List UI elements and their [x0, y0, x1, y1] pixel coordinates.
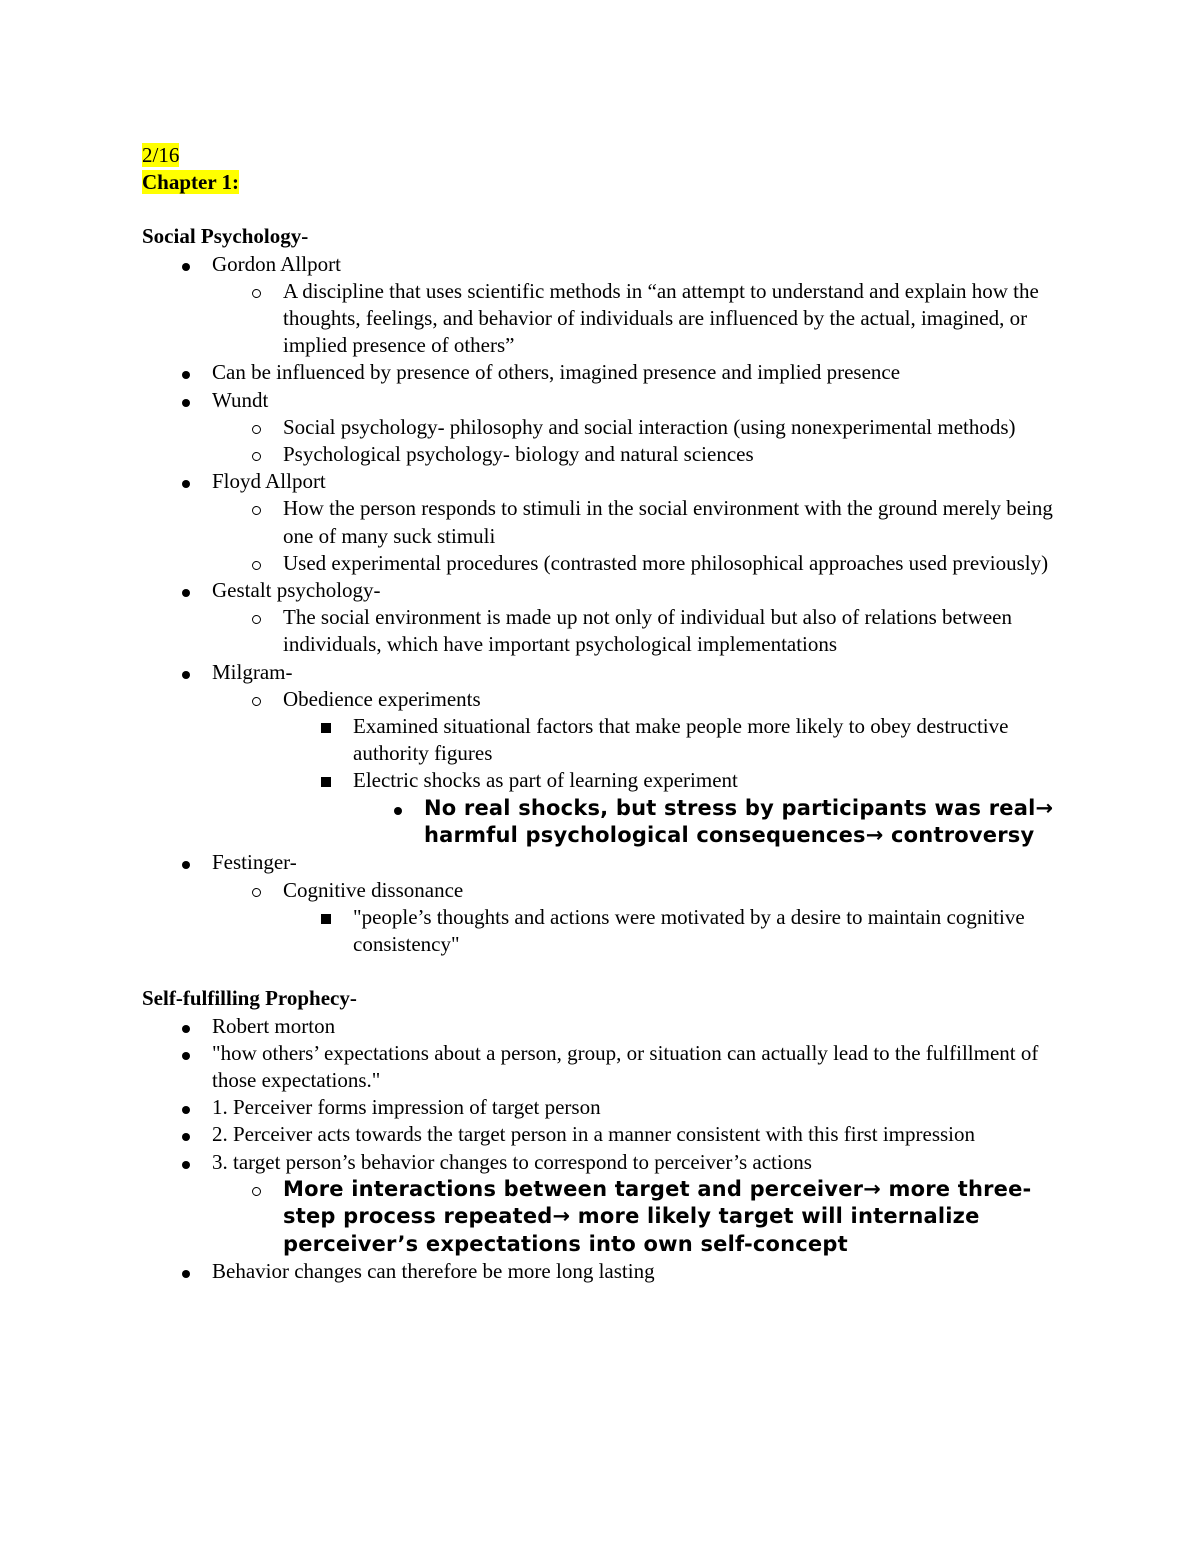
spacer — [142, 196, 1062, 223]
list-item — [142, 278, 1062, 360]
list-item — [142, 1013, 1062, 1040]
list-item-text: Wundt — [212, 387, 269, 412]
bullet-disc-icon — [176, 1258, 196, 1285]
list-item — [142, 550, 1062, 577]
list-item — [142, 1258, 1062, 1285]
list-item-text: No real shocks, but stress by participants was real→ harmful psychological consequences→ controversy — [424, 795, 1054, 848]
list-item-text: How the person responds to stimuli in the social environment with the ground merely being one of many suck stimuli — [283, 496, 1053, 548]
bullet-circle-icon — [246, 441, 266, 468]
bullet-disc-icon — [176, 1094, 196, 1121]
list-item — [142, 767, 1062, 794]
bullet-square-icon — [316, 904, 336, 931]
list-item — [142, 795, 1062, 850]
list-item-text: A discipline that uses scientific methods in “an attempt to understand and explain how the thoughts, feelings, and behavior of individuals are influenced by the actual, imagined, or implied presence of others” — [283, 278, 1039, 358]
list-item-text: Behavior changes can therefore be more long lasting — [212, 1258, 655, 1283]
list-item — [142, 659, 1062, 686]
list-item — [142, 495, 1062, 549]
date-text: 2/16 — [142, 143, 180, 167]
list-item — [142, 577, 1062, 604]
list-item-text: Festinger- — [212, 850, 297, 875]
list-item — [142, 468, 1062, 495]
list-item-text: 1. Perceiver forms impression of target person — [212, 1095, 601, 1120]
bullet-disc-icon — [176, 849, 196, 876]
chapter-heading — [142, 169, 1062, 196]
list-item — [142, 414, 1062, 441]
list-item-text: 2. Perceiver acts towards the target person in a manner consistent with this first impression — [212, 1122, 976, 1147]
bullet-disc-icon — [388, 795, 408, 822]
list-item — [142, 1149, 1062, 1176]
list-item-text: Psychological psychology- biology and natural sciences — [283, 442, 754, 467]
section-heading-social-psychology: Social Psychology- — [142, 224, 309, 249]
bullet-circle-icon — [246, 495, 266, 522]
bullet-circle-icon — [246, 604, 266, 631]
bullet-circle-icon — [246, 1176, 266, 1203]
bullet-circle-icon — [246, 877, 266, 904]
bullet-disc-icon — [176, 359, 196, 386]
list-item-text: Gestalt psychology- — [212, 578, 381, 603]
list-item-text: The social environment is made up not only of individual but also of relations between individuals, which have important psychological implementations — [283, 605, 1013, 657]
list-item — [142, 359, 1062, 386]
list-item-text: "people’s thoughts and actions were motivated by a desire to maintain cognitive consistency" — [353, 904, 1025, 957]
chapter-text: Chapter 1: — [142, 170, 240, 195]
bullet-disc-icon — [176, 1149, 196, 1176]
list-item-text: Cognitive dissonance — [283, 877, 464, 902]
section-heading-self-fulfilling-prophecy: Self-fulfilling Prophecy- — [142, 986, 357, 1011]
list-item-text: Social psychology- philosophy and social interaction (using nonexperimental methods) — [283, 414, 1016, 439]
bullet-disc-icon — [176, 577, 196, 604]
bullet-disc-icon — [176, 387, 196, 414]
bullet-circle-icon — [246, 686, 266, 713]
bullet-circle-icon — [246, 414, 266, 441]
list-item-text: Can be influenced by presence of others, imagined presence and implied presence — [212, 360, 901, 385]
list-item — [142, 904, 1062, 958]
list-item-text: Gordon Allport — [212, 251, 341, 276]
list-item-text: Robert morton — [212, 1013, 336, 1038]
list-item-text: More interactions between target and perceiver→ more three-step process repeated→ more likely target will internalize perceiver’s expectations into own self-concept — [283, 1176, 1032, 1256]
list-item — [142, 877, 1062, 904]
notes-content — [142, 142, 1062, 1285]
list-item — [142, 387, 1062, 414]
bullet-disc-icon — [176, 1040, 196, 1067]
bullet-circle-icon — [246, 550, 266, 577]
list-item — [142, 849, 1062, 876]
list-item-text: Examined situational factors that make people more likely to obey destructive authority figures — [353, 714, 1009, 766]
list-item — [142, 1040, 1062, 1094]
list-item-text: "how others’ expectations about a person, group, or situation can actually lead to the fulfillment of those expectations." — [212, 1040, 1039, 1092]
list-item — [142, 441, 1062, 468]
list-item — [142, 713, 1062, 767]
bullet-square-icon — [316, 713, 336, 740]
bullet-disc-icon — [176, 659, 196, 686]
bullet-square-icon — [316, 767, 336, 794]
spacer — [142, 958, 1062, 985]
list-item — [142, 604, 1062, 658]
date-line — [142, 142, 1062, 169]
list-item-text: Milgram- — [212, 659, 293, 684]
list-item-text: Floyd Allport — [212, 469, 326, 494]
list-item — [142, 1094, 1062, 1121]
bullet-disc-icon — [176, 468, 196, 495]
bullet-disc-icon — [176, 251, 196, 278]
list-item-text: 3. target person’s behavior changes to correspond to perceiver’s actions — [212, 1149, 812, 1174]
bullet-circle-icon — [246, 278, 266, 305]
list-item — [142, 251, 1062, 278]
list-item-text: Electric shocks as part of learning experiment — [353, 768, 738, 793]
list-item-text: Obedience experiments — [283, 686, 481, 711]
list-item — [142, 1176, 1062, 1258]
list-item — [142, 686, 1062, 713]
bullet-disc-icon — [176, 1013, 196, 1040]
list-item — [142, 1121, 1062, 1148]
bullet-disc-icon — [176, 1121, 196, 1148]
list-item-text: Used experimental procedures (contrasted more philosophical approaches used previously) — [283, 550, 1049, 575]
